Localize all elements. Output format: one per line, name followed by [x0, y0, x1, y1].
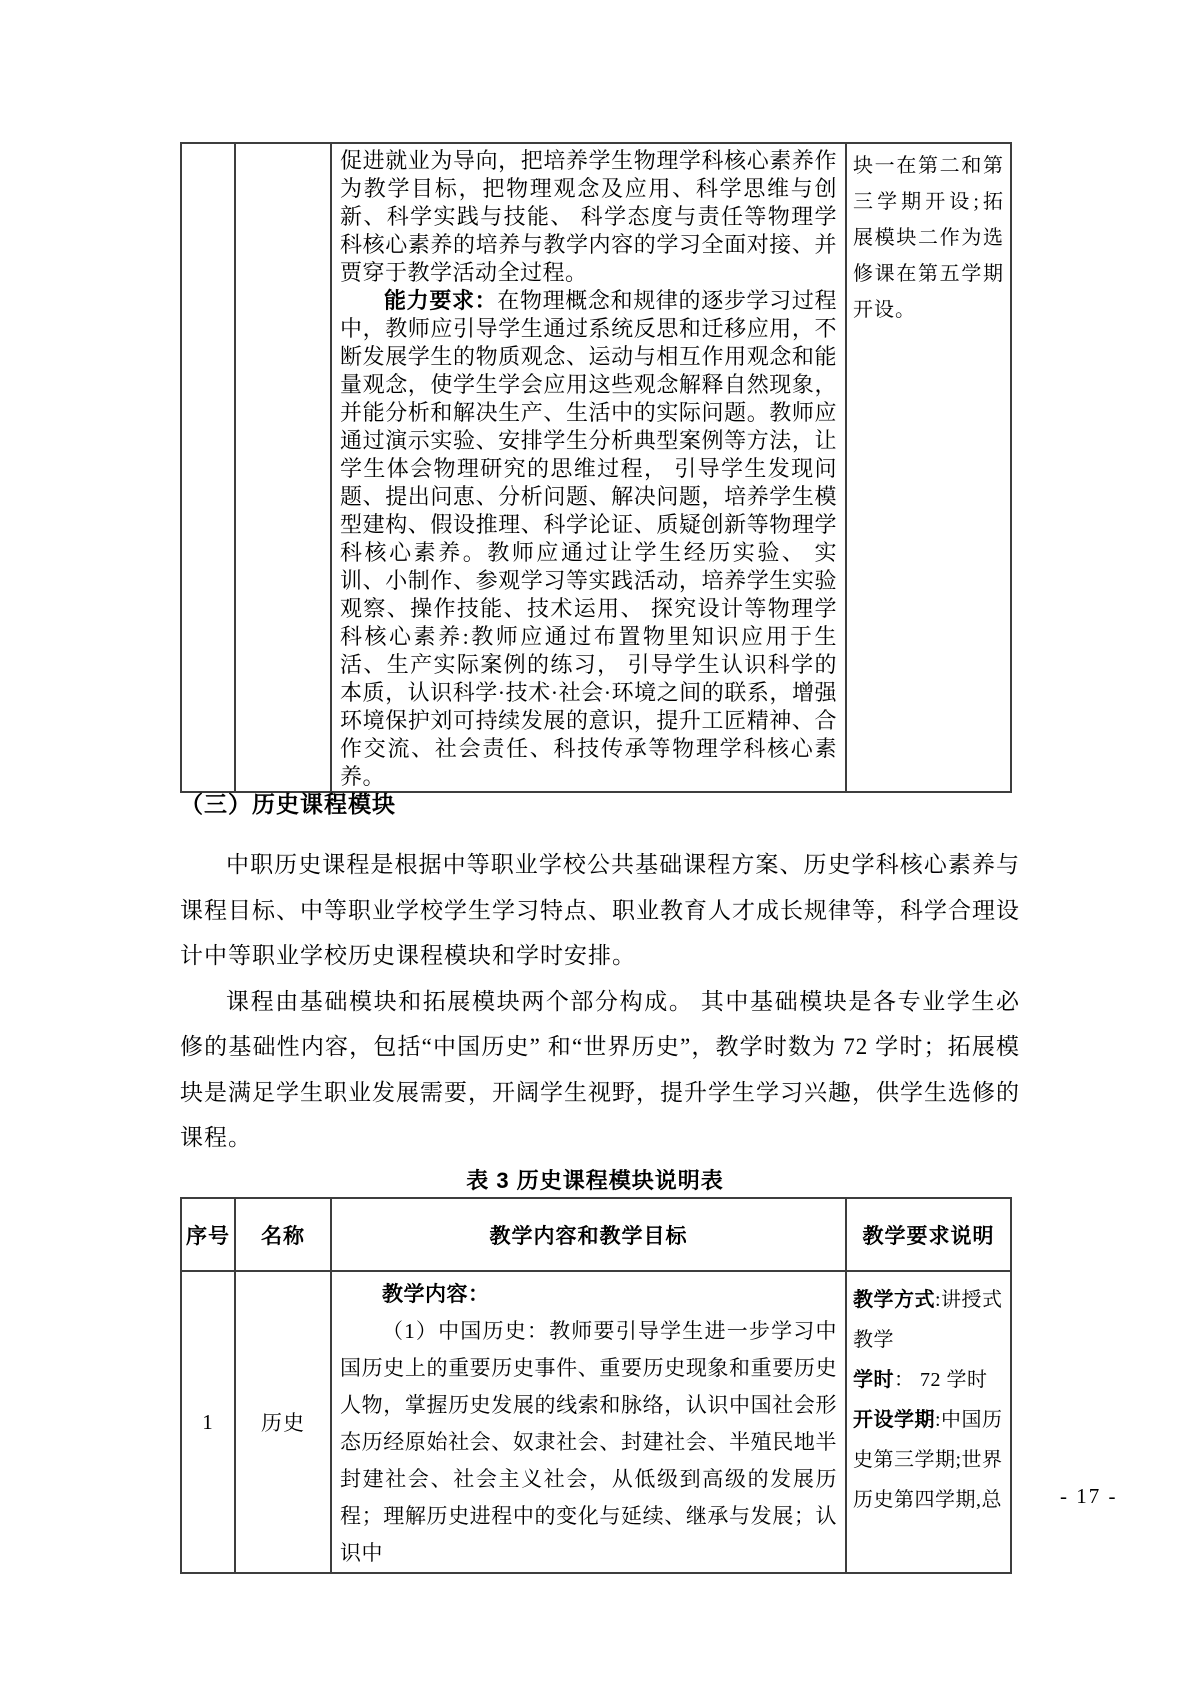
physics-ability-paragraph [340, 287, 837, 791]
ability-requirement-text: 在物理概念和规律的逐步学习过程中，教师应引导学生通过系统反思和迁移应用，不断发展学生的物质观念、运动与相互作用观念和能量观念，使学生学会应用这些观念解释自然现象，并能分析和解决生产、生活中的实际问题。教师应通过演示实验、安排学生分析典型案例等方法，让学生体会物理研究的思维过程， 引导学生发现问题、提出问恵、分析问题、解决问题，培养学生模型建构、假设推理、科学论证、质疑创新等物理学科核心素养。教师应通过让学生经历实验、 实训、小制作、参观学习等实践活动，培养学生实验观察、操作技能、技术运用、 探究设计等物理学科核心素养:教师应通过布置物里知识应用于生活、生产实际案例的练习， 引导学生认识科学的本质，认识科学·技术·社会·环境之间的联系，增强环境保护刘可持续发展的意识，提升工匠精神、合作交流、社会责任、科技传承等物理学科核心素养。 [340, 288, 837, 789]
table3-caption: 表 3 历史课程模块说明表 [466, 1168, 724, 1193]
header-requirement: 教学要求说明 [846, 1198, 1011, 1271]
history-content-heading: 教学内容： [382, 1283, 490, 1306]
header-index: 序号 [181, 1198, 235, 1271]
physics-requirement-cell: 块一在第二和第三学期开设;拓展模块二作为选修课在第五学期开设。 [846, 143, 1011, 792]
physics-row-name-cell [235, 143, 331, 792]
ability-requirement-label: 能力要求： [384, 288, 498, 313]
section-paragraph-2: 课程由基础模块和拓展模块两个部分构成。 其中基础模块是各专业学生必修的基础性内容，包括“中国历史” 和“世界历史”，教学时数为 72 学时；拓展模块是满足学生职业发展需要，开阔学生视野，提升学生学习兴趣，供学生选修的课程。 [180, 988, 1020, 1150]
requirement-teaching-method: 教学方式:讲授式教学 [853, 1289, 1003, 1351]
history-content-paragraph: （1）中国历史：教师要引导学生进一步学习中国历史上的重要历史事件、重要历史现象和重要历史人物，掌握历史发展的线索和脉络，认识中国社会形态历经原始社会、奴隶社会、封建社会、半殖民地半封建社会、社会主义社会，从低级到高级的发展历程；理解历史进程中的变化与延续、继承与发展；认识中 [340, 1319, 837, 1565]
header-content: 教学内容和教学目标 [331, 1198, 846, 1271]
history-row-index: 1 [181, 1271, 235, 1573]
table-row [181, 1271, 1011, 1573]
requirement-semester: 开设学期:中国历史第三学期;世界历史第四学期,总 [853, 1409, 1003, 1511]
history-content-cell [331, 1271, 846, 1573]
physics-module-table [180, 142, 1012, 793]
physics-content-paragraph: 促进就业为导向，把培养学生物理学科核心素养作为教学目标，把物理观念及应用、科学思维与创新、科学实践与技能、 科学态度与责任等物理学科核心素养的培养与教学内容的学习全面对接、并贾穿于教学活动全过程。 [340, 148, 837, 285]
table-row [181, 143, 1011, 792]
section-body [180, 842, 1020, 1161]
section-paragraph-1: 中职历史课程是根据中等职业学校公共基础课程方案、历史学科核心素养与课程目标、中等职业学校学生学习特点、职业教育人才成长规律等，科学合理设计中等职业学校历史课程模块和学时安排。 [180, 852, 1020, 968]
page-number: - 17 - [1060, 1484, 1118, 1508]
history-module-table [180, 1197, 1012, 1574]
requirement-hours: 学时： 72 学时 [853, 1369, 988, 1391]
header-name: 名称 [235, 1198, 331, 1271]
table-header-row [181, 1198, 1011, 1271]
history-requirement-cell [846, 1271, 1011, 1573]
section-heading: （三）历史课程模块 [180, 791, 396, 817]
history-row-name: 历史 [235, 1271, 331, 1573]
physics-content-cell [331, 143, 846, 792]
physics-row-index-cell [181, 143, 235, 792]
